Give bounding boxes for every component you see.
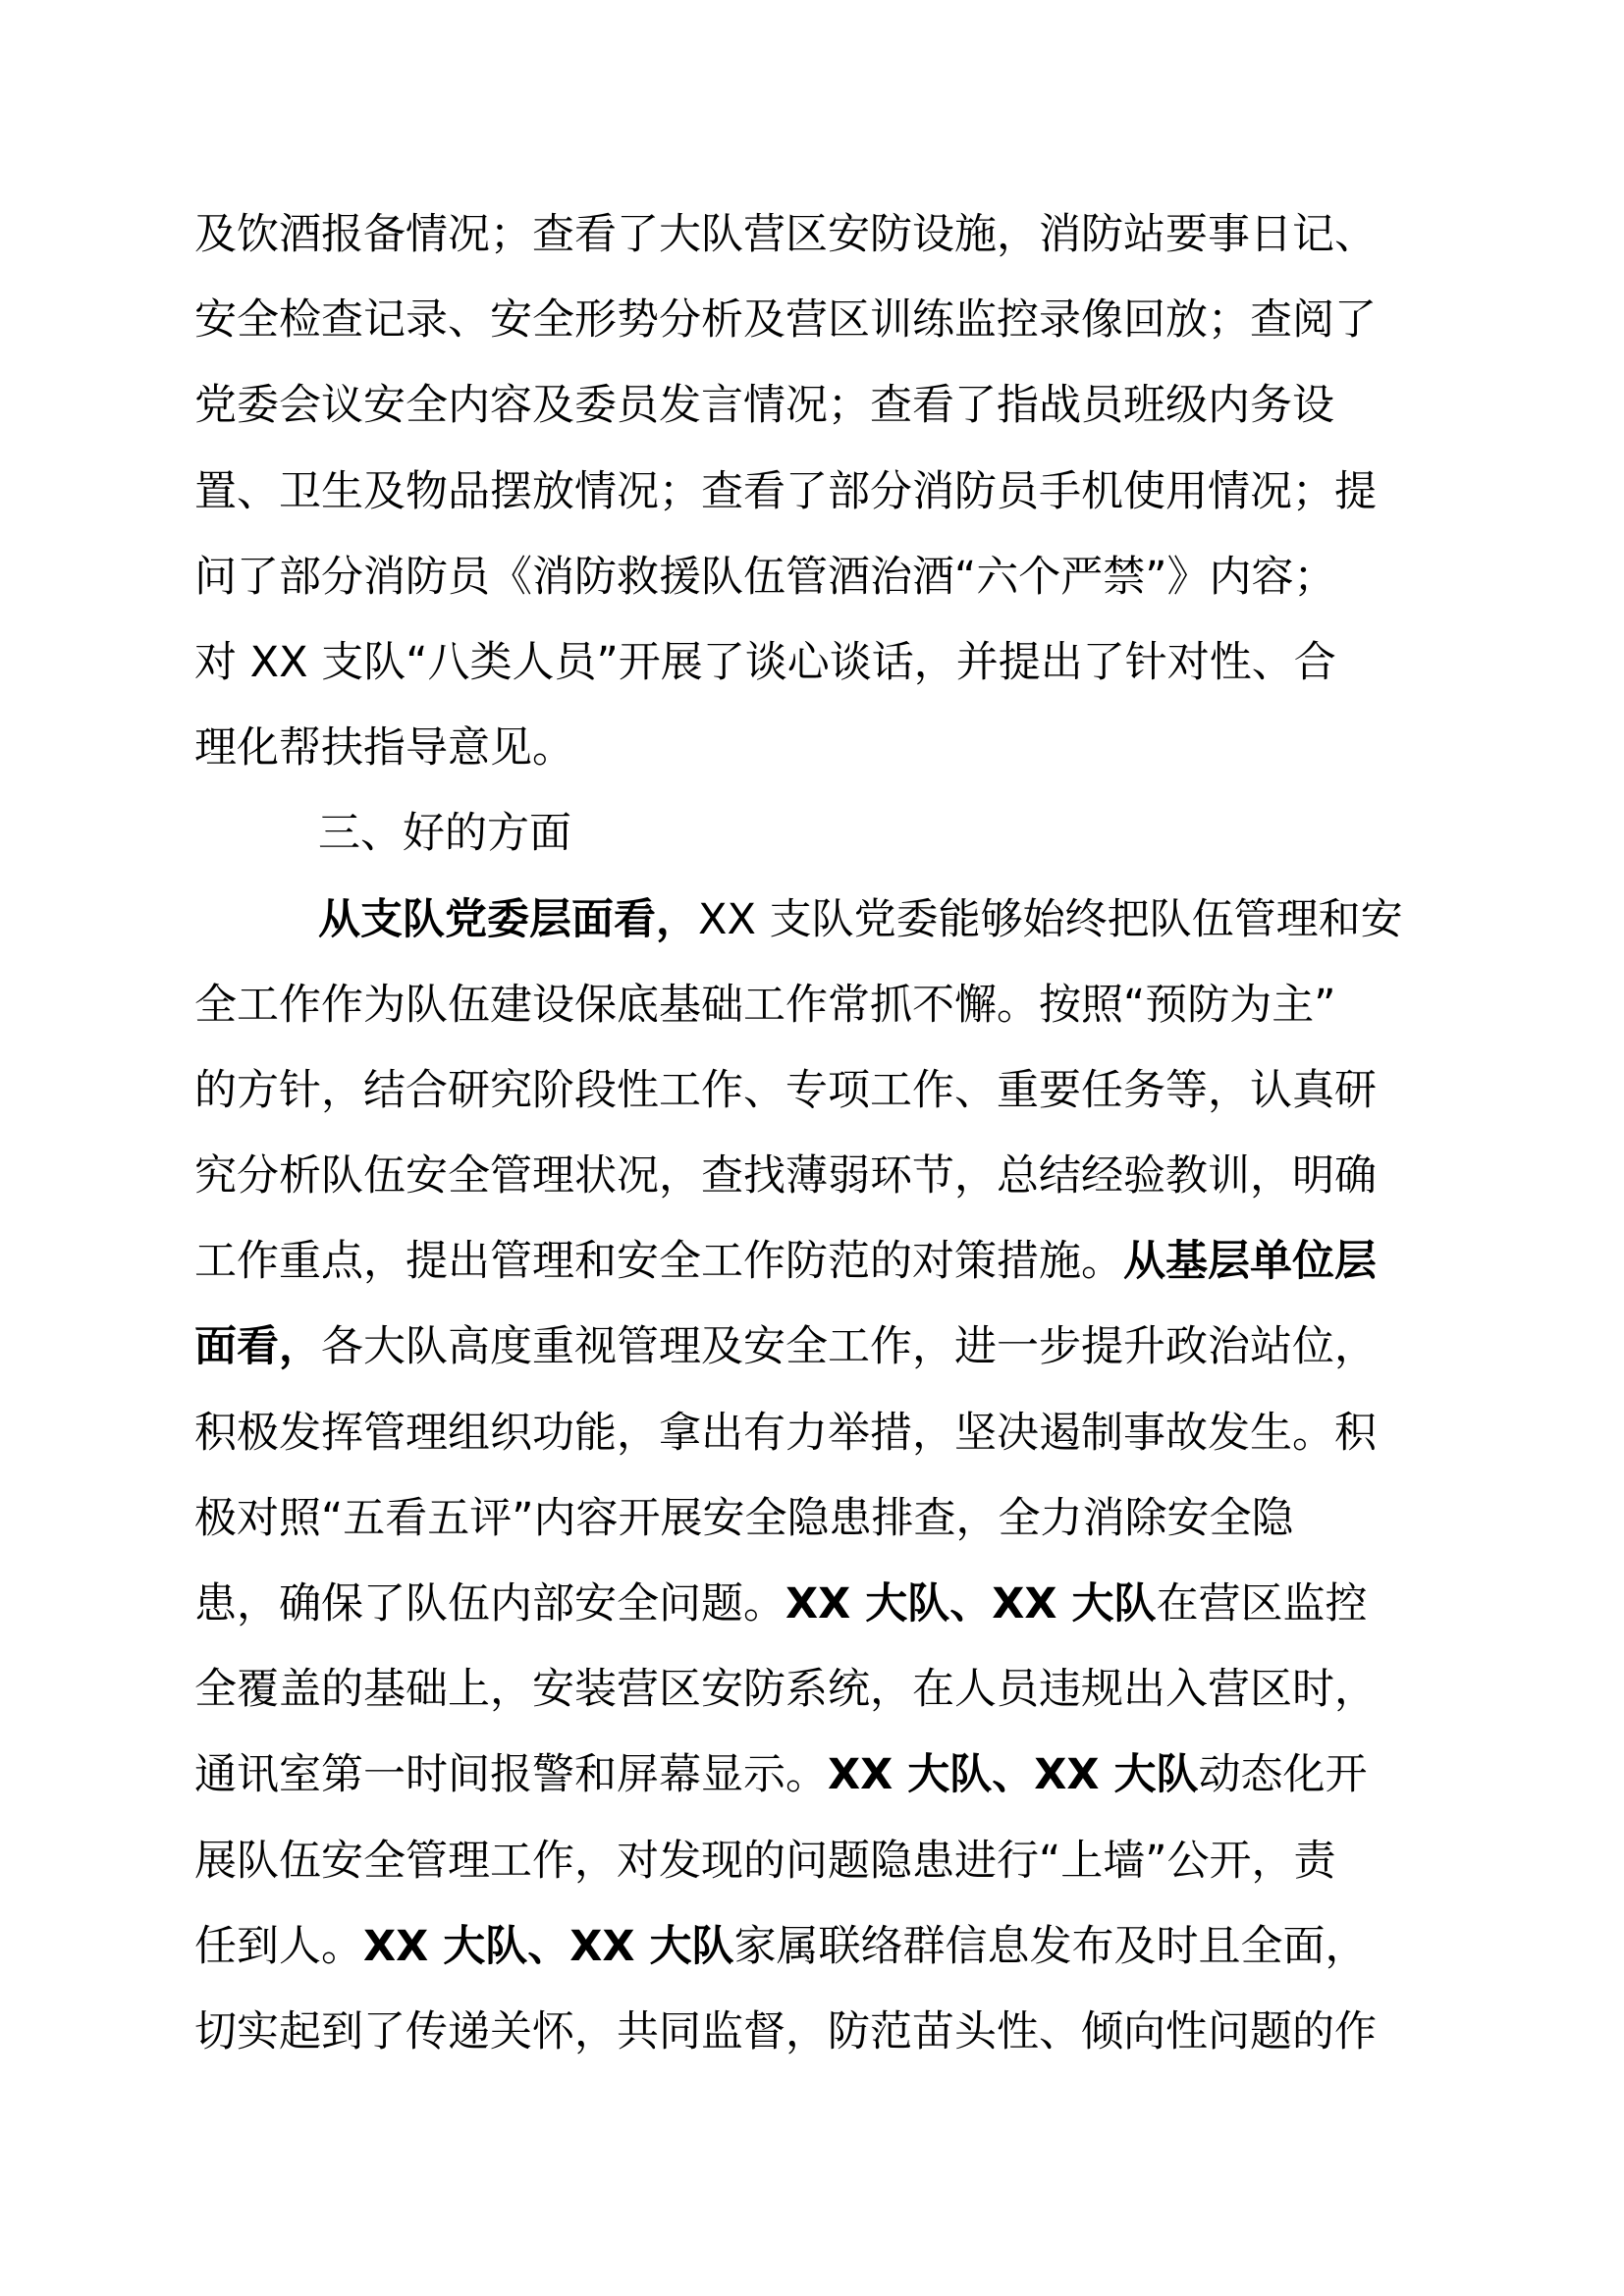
- text-segment: 理化帮扶指导意见。: [194, 723, 574, 774]
- text-segment: 患，确保了队伍内部安全问题。: [194, 1579, 785, 1629]
- text-line: [194, 791, 1434, 877]
- bold-text-segment: 面看，: [194, 1322, 321, 1372]
- text-line: [194, 278, 1434, 363]
- text-line: [194, 963, 1434, 1048]
- text-line: [194, 1904, 1434, 1990]
- text-line: [194, 1134, 1434, 1219]
- text-line: [194, 1562, 1434, 1647]
- text-line: [194, 1819, 1434, 1904]
- bold-text-segment: 从支队党委层面看，: [318, 894, 698, 944]
- text-segment: 对 XX 支队“八类人员”开展了谈心谈话，并提出了针对性、合: [194, 637, 1336, 687]
- text-line: [194, 706, 1434, 791]
- text-line: [194, 450, 1434, 535]
- text-segment: XX 支队党委能够始终把队伍管理和安: [698, 894, 1403, 944]
- text-segment: 三、好的方面: [318, 809, 571, 859]
- text-segment: 置、卫生及物品摆放情况；查看了部分消防员手机使用情况；提: [194, 466, 1377, 516]
- text-segment: 党委会议安全内容及委员发言情况；查看了指战员班级内务设: [194, 381, 1334, 431]
- text-segment: 切实起到了传递关怀，共同监督，防范苗头性、倾向性问题的作: [194, 2006, 1377, 2056]
- text-segment: 动态化开: [1198, 1750, 1368, 1800]
- bold-text-segment: XX 大队、XX 大队: [828, 1750, 1199, 1800]
- bold-text-segment: 从基层单位层: [1123, 1237, 1377, 1287]
- text-segment: 在营区监控: [1156, 1579, 1368, 1629]
- text-segment: 究分析队伍安全管理状况，查找薄弱环节，总结经验教训，明确: [194, 1151, 1377, 1201]
- text-segment: 全覆盖的基础上，安装营区安防系统，在人员违规出入营区时，: [194, 1665, 1377, 1715]
- text-segment: 任到人。: [194, 1921, 363, 1971]
- text-line: [194, 1305, 1434, 1390]
- text-segment: 工作重点，提出管理和安全工作防范的对策措施。: [194, 1237, 1123, 1287]
- text-segment: 通讯室第一时间报警和屏幕显示。: [194, 1750, 828, 1800]
- text-segment: 各大队高度重视管理及安全工作，进一步提升政治站位，: [321, 1322, 1377, 1372]
- text-line: [194, 1990, 1434, 2075]
- text-segment: 极对照“五看五评”内容开展安全隐患排查，全力消除安全隐: [194, 1493, 1294, 1543]
- text-segment: 的方针，结合研究阶段性工作、专项工作、重要任务等，认真研: [194, 1065, 1377, 1115]
- text-segment: 积极发挥管理组织功能，拿出有力举措，坚决遏制事故发生。积: [194, 1408, 1377, 1458]
- text-segment: 全工作作为队伍建设保底基础工作常抓不懈。按照“预防为主”: [194, 980, 1336, 1030]
- text-line: [194, 535, 1434, 620]
- text-line: [194, 1219, 1434, 1305]
- text-line: [194, 1048, 1434, 1134]
- text-line: [194, 1733, 1434, 1818]
- bold-text-segment: XX 大队、XX 大队: [363, 1921, 734, 1971]
- text-line: [194, 878, 1434, 963]
- text-line: [194, 363, 1434, 449]
- text-segment: 问了部分消防员《消防救援队伍管酒治酒“六个严禁”》内容；: [194, 552, 1336, 602]
- text-line: [194, 1476, 1434, 1562]
- text-line: [194, 1647, 1434, 1733]
- text-segment: 安全检查记录、安全形势分析及营区训练监控录像回放；查阅了: [194, 295, 1377, 346]
- text-line: [194, 192, 1434, 278]
- document-body: [194, 192, 1434, 2075]
- text-segment: 家属联络群信息发布及时且全面，: [733, 1921, 1368, 1971]
- text-line: [194, 620, 1434, 706]
- text-segment: 展队伍安全管理工作，对发现的问题隐患进行“上墙”公开，责: [194, 1836, 1336, 1886]
- bold-text-segment: XX 大队、XX 大队: [785, 1579, 1157, 1629]
- text-segment: 及饮酒报备情况；查看了大队营区安防设施，消防站要事日记、: [194, 210, 1377, 259]
- text-line: [194, 1391, 1434, 1476]
